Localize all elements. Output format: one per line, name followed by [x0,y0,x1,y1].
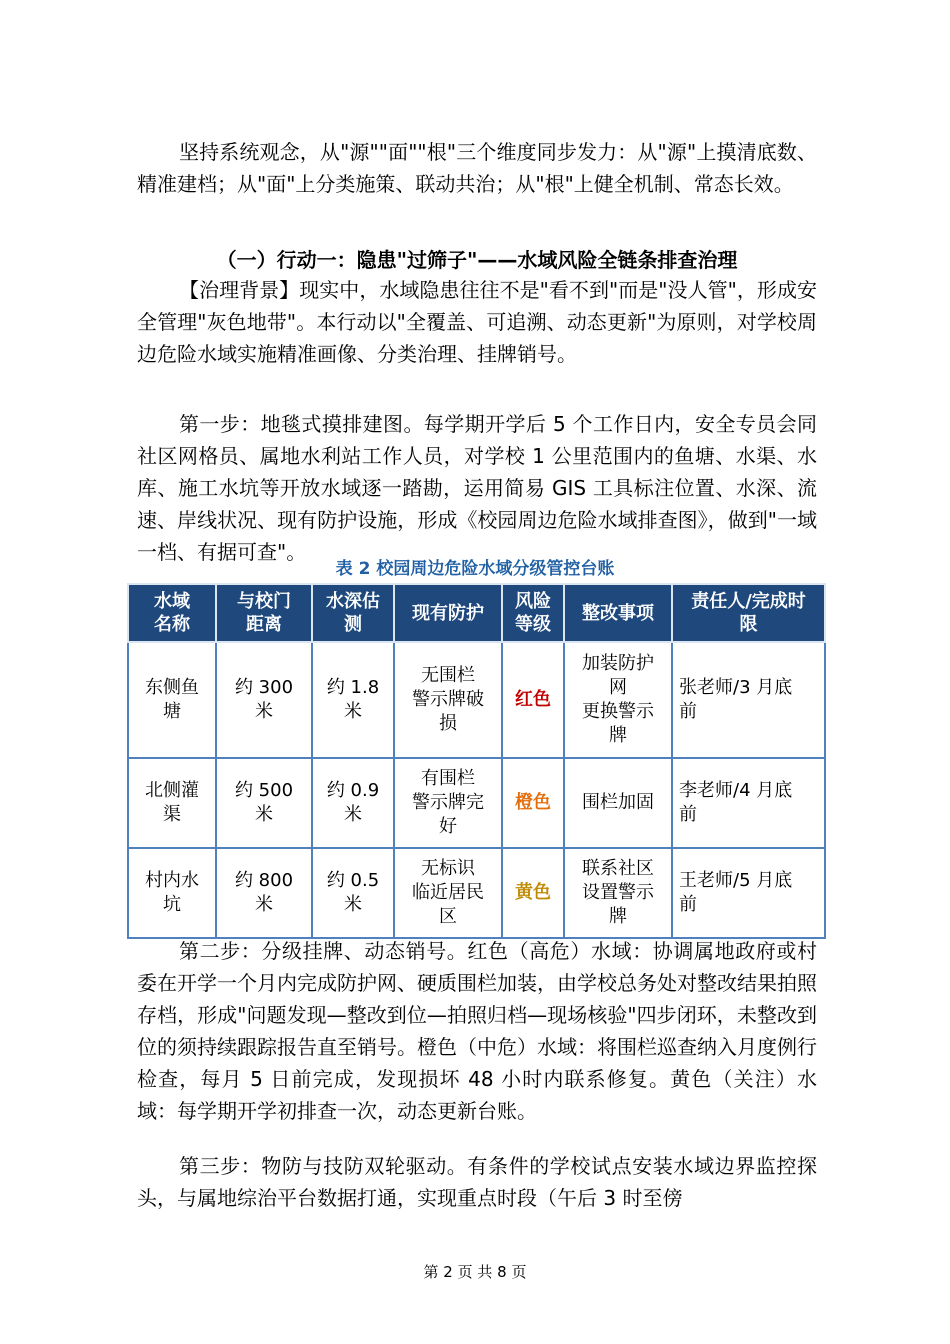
header-water-name: 水域 名称 [128,584,216,642]
header-risk-level: 风险 等级 [502,584,564,642]
table-caption: 表 2 校园周边危险水域分级管控台账 [335,559,615,579]
cell-distance: 约 800 米 [216,848,312,938]
cell-name: 北侧灌 渠 [128,758,216,848]
page-footer: 第 2 页 共 8 页 [423,1263,527,1281]
cell-owner: 张老师/3 月底 前 [672,642,825,758]
step3-paragraph: 第三步：物防与技防双轮驱动。有条件的学校试点安装水域边界监控探头，与属地综治平台数据打通，实现重点时段（午后 3 时至傍 [137,1154,817,1210]
cell-protection: 无标识 临近居民 区 [394,848,502,938]
table-row [128,848,825,938]
header-distance: 与校门 距离 [216,584,312,642]
section-heading: （一）行动一：隐患"过筛子"——水域风险全链条排查治理 [216,248,738,272]
step2-paragraph: 第二步：分级挂牌、动态销号。红色（高危）水域：协调属地政府或村委在开学一个月内完成防护网、硬质围栏加装，由学校总务处对整改结果拍照存档，形成"问题发现—整改到位—拍照归档—现场核验"四步闭环，未整改到位的须持续跟踪报告直至销号。橙色（中危）水域：将围栏巡查纳入月度例行检查，每月 5 日前完成，发现损坏 48 小时内联系修复。黄色（关注）水域：每学期开学初排查一次，动态更新台账。 [137,939,817,1123]
cell-level-orange: 橙色 [502,758,564,848]
step1-paragraph: 第一步：地毯式摸排建图。每学期开学后 5 个工作日内，安全专员会同社区网格员、属地水利站工作人员，对学校 1 公里范围内的鱼塘、水渠、水库、施工水坑等开放水域逐一踏勘，运用简易 GIS 工具标注位置、水深、流速、岸线状况、现有防护设施，形成《校园周边危险水域排查图》，做到"一域一档、有据可查"。 [137,412,817,564]
header-depth: 水深估 测 [312,584,394,642]
cell-owner: 李老师/4 月底 前 [672,758,825,848]
table-row [128,642,825,758]
cell-protection: 有围栏 警示牌完 好 [394,758,502,848]
cell-depth: 约 1.8 米 [312,642,394,758]
cell-protection: 无围栏 警示牌破 损 [394,642,502,758]
cell-name: 东侧鱼 塘 [128,642,216,758]
intro-paragraph: 坚持系统观念，从"源""面""根"三个维度同步发力：从"源"上摸清底数、精准建档；从"面"上分类施策、联动共治；从"根"上健全机制、常态长效。 [137,140,817,196]
water-risk-table [127,583,826,939]
table-header-row [128,584,825,642]
header-owner: 责任人/完成时 限 [672,584,825,642]
header-protection: 现有防护 [394,584,502,642]
cell-action: 联系社区 设置警示 牌 [564,848,672,938]
cell-action: 围栏加固 [564,758,672,848]
cell-distance: 约 500 米 [216,758,312,848]
cell-distance: 约 300 米 [216,642,312,758]
cell-name: 村内水 坑 [128,848,216,938]
table-row [128,758,825,848]
background-paragraph: 【治理背景】现实中，水域隐患往往不是"看不到"而是"没人管"，形成安全管理"灰色地带"。本行动以"全覆盖、可追溯、动态更新"为原则，对学校周边危险水域实施精准画像、分类治理、挂牌销号。 [137,278,817,366]
cell-action: 加装防护 网 更换警示 牌 [564,642,672,758]
cell-depth: 约 0.9 米 [312,758,394,848]
cell-level-yellow: 黄色 [502,848,564,938]
cell-level-red: 红色 [502,642,564,758]
cell-depth: 约 0.5 米 [312,848,394,938]
cell-owner: 王老师/5 月底 前 [672,848,825,938]
header-action: 整改事项 [564,584,672,642]
